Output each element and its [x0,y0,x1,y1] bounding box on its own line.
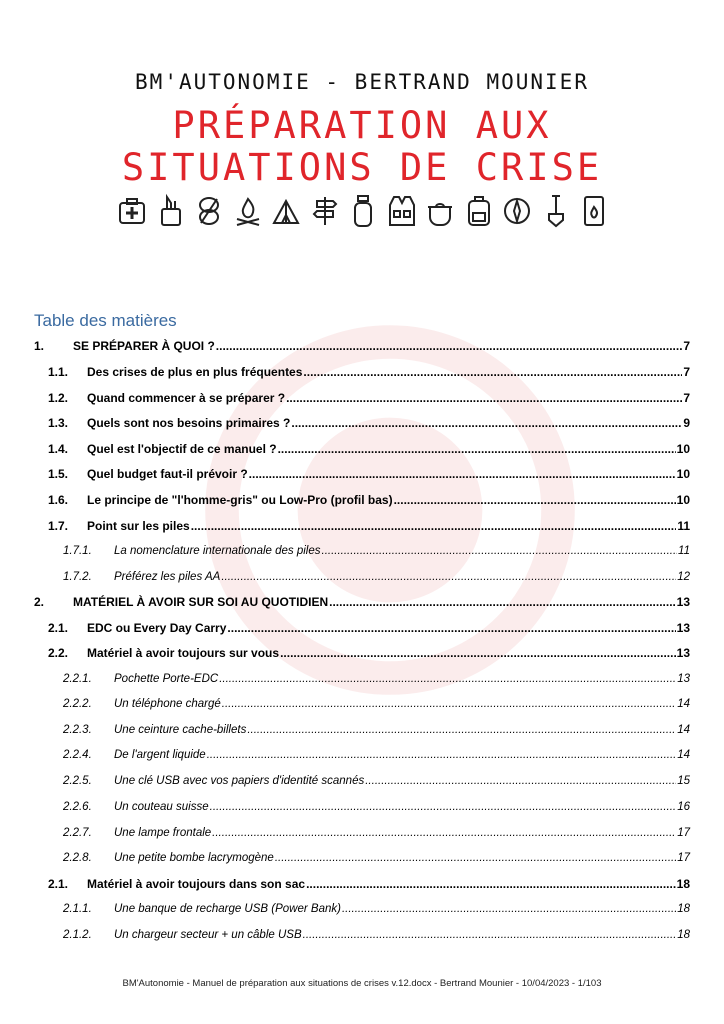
toc-entry[interactable] [34,487,690,507]
toc-leader-dots [303,365,682,379]
toc-leader-dots [303,928,677,942]
toc-page-number: 13 [676,621,690,635]
toc-leader-dots [207,748,677,762]
toc-entry-number: 1.7. [48,519,69,533]
toc-entry[interactable] [34,410,690,430]
toc-entry-number: 2.2.8. [63,852,92,864]
toc-leader-dots [249,467,676,481]
toc-page-number: 18 [677,903,690,915]
tent-icon [272,193,300,229]
toc-page-number: 17 [677,852,690,864]
cooking-pot-icon [426,193,454,229]
toc-entry-title[interactable]: Matériel à avoir toujours dans son sac [87,877,306,891]
toc-leader-dots [286,391,682,405]
toc-page-number: 16 [677,801,690,813]
toc-entry-title[interactable]: Matériel à avoir toujours sur vous [87,646,280,660]
toc-entry-title[interactable]: De l'argent liquide [114,749,206,761]
toc-entry[interactable] [34,615,690,635]
toc-entry[interactable] [34,922,690,942]
toc-entry-number: 1.4. [48,442,69,456]
toc-page-number: 15 [677,775,690,787]
toc-leader-dots [329,595,676,609]
toc-entry-title[interactable]: Une banque de recharge USB (Power Bank) [114,903,341,915]
toc-page-number: 14 [677,698,690,710]
toc-entry-number: 1. [34,339,45,353]
toc-entry[interactable] [34,589,690,609]
toc-entry-number: 2.2.3. [63,724,92,736]
toc-entry-number: 1.6. [48,493,69,507]
toc-page-number: 10 [676,467,690,481]
toc-page-number: 7 [683,391,690,405]
toc-leader-dots [394,493,676,507]
toc-entry-number: 2. [34,595,45,609]
toc-entry-number: 2.1. [48,621,69,635]
toc-entry[interactable] [34,333,690,353]
vest-icon [388,193,416,229]
toc-page-number: 11 [677,519,690,533]
toc-entry[interactable] [34,385,690,405]
toc-leader-dots [227,621,675,635]
toc-page-number: 14 [677,724,690,736]
toc-entry-number: 2.2.6. [63,801,92,813]
toc-entry[interactable] [34,538,690,558]
toc-page-number: 13 [676,595,690,609]
rope-icon [195,193,223,229]
toc-leader-dots [291,416,682,430]
toc-entry[interactable] [34,717,690,737]
toc-leader-dots [322,544,678,558]
knife-tools-icon [157,193,185,229]
toc-page-number: 12 [677,571,690,583]
toc-entry-title[interactable]: Une ceinture cache-billets [114,724,247,736]
toc-entry[interactable] [34,461,690,481]
toc-page-number: 14 [677,749,690,761]
toc-entry[interactable] [34,666,690,686]
toc-entry-number: 2.2.2. [63,698,92,710]
toc-entry-title[interactable]: Quel budget faut-il prévoir ? [87,467,248,481]
toc-entry-number: 1.5. [48,467,69,481]
toc-leader-dots [221,570,676,584]
document-title-line-2: SITUATIONS DE CRISE [121,146,603,189]
toc-entry-number: 2.2.7. [63,827,92,839]
toc-page-number: 7 [683,365,690,379]
toc-entry[interactable] [34,794,690,814]
toc-entry[interactable] [34,896,690,916]
toc-leader-dots [280,646,676,660]
toc-entry[interactable] [34,820,690,840]
toc-heading: Table des matières [34,311,177,330]
toc-entry-title[interactable]: Un téléphone chargé [114,698,221,710]
signpost-icon [311,193,339,229]
toc-entry-title[interactable]: SE PRÉPARER À QUOI ? [73,339,215,353]
toc-entry-title[interactable]: La nomenclature internationale des piles [114,545,321,557]
toc-page-number: 10 [676,493,690,507]
page-footer: BM'Autonomie - Manuel de préparation aux situations de crises v.12.docx - Bertrand Mounier - 10/04/2023 - 1/103 [122,978,602,989]
toc-entry-number: 1.7.1. [63,545,92,557]
toc-page-number: 10 [676,442,690,456]
toc-entry-number: 2.1.2. [63,929,92,941]
toc-leader-dots [212,826,676,840]
matches-icon [580,193,608,229]
toc-page-number: 18 [677,929,690,941]
toc-entry-number: 1.1. [48,365,69,379]
toc-entry-title[interactable]: Un chargeur secteur + un câble USB [114,929,302,941]
toc-entry[interactable] [34,691,690,711]
toc-entry[interactable] [34,742,690,762]
toc-leader-dots [278,442,676,456]
toc-entry-number: 1.3. [48,416,69,430]
toc-entry[interactable] [34,436,690,456]
toc-leader-dots [216,339,683,353]
shovel-icon [542,193,570,229]
toc-leader-dots [222,697,676,711]
backpack-icon [465,193,493,229]
toc-entry-title[interactable]: Quand commencer à se préparer ? [87,391,286,405]
toc-entry[interactable] [34,845,690,865]
toc-entry[interactable] [34,640,690,660]
toc-page-number: 13 [677,673,690,685]
toc-entry-number: 2.1.1. [63,903,92,915]
toc-entry-title[interactable]: Le principe de "l'homme-gris" ou Low-Pro (profil bas) [87,493,393,507]
toc-page-number: 7 [683,339,690,353]
toc-entry-number: 1.7.2. [63,571,92,583]
toc-entry[interactable] [34,871,690,891]
toc-entry[interactable] [34,359,690,379]
toc-entry-title[interactable]: EDC ou Every Day Carry [87,621,227,635]
compass-icon [503,193,531,229]
toc-entry[interactable] [34,564,690,584]
toc-entry[interactable] [34,513,690,533]
campfire-icon [234,193,262,229]
toc-leader-dots [247,723,676,737]
toc-entry-title[interactable]: Pochette Porte-EDC [114,673,219,685]
toc-entry-title[interactable]: Une clé USB avec vos papiers d'identité scannés [114,775,365,787]
toc-entry-number: 2.2. [48,646,69,660]
toc-page-number: 17 [677,827,690,839]
toc-entry-title[interactable]: Une lampe frontale [114,827,212,839]
toc-page-number: 18 [676,877,690,891]
toc-entry-title[interactable]: Quels sont nos besoins primaires ? [87,416,291,430]
toc-leader-dots [275,851,676,865]
toc-entry-title[interactable]: Une petite bombe lacrymogène [114,852,274,864]
toc-leader-dots [342,902,676,916]
toc-leader-dots [191,519,677,533]
toc-entry-title[interactable]: Des crises de plus en plus fréquentes [87,365,303,379]
toc-leader-dots [219,672,676,686]
toc-entry-number: 1.2. [48,391,69,405]
toc-entry-number: 2.2.5. [63,775,92,787]
icon-strip [118,190,608,232]
toc-entry-title[interactable]: Préférez les piles AA [114,571,221,583]
toc-page-number: 11 [678,545,690,557]
toc-leader-dots [210,800,677,814]
toc-entry-title[interactable]: MATÉRIEL À AVOIR SUR SOI AU QUOTIDIEN [73,595,329,609]
toc-page-number: 13 [676,646,690,660]
toc-leader-dots [365,774,676,788]
document-title-line-1: PRÉPARATION AUX [172,104,552,147]
brand-header: BM'AUTONOMIE - BERTRAND MOUNIER [135,70,589,94]
toc-entry-title[interactable]: Point sur les piles [87,519,190,533]
toc-page-number: 9 [683,416,690,430]
toc-entry-number: 2.2.4. [63,749,92,761]
toc-entry-title[interactable]: Un couteau suisse [114,801,209,813]
toc-leader-dots [306,877,676,891]
water-bottle-icon [349,193,377,229]
toc-entry-number: 2.1. [48,877,69,891]
toc-entry-title[interactable]: Quel est l'objectif de ce manuel ? [87,442,277,456]
first-aid-kit-icon [118,193,146,229]
toc-entry-number: 2.2.1. [63,673,92,685]
toc-entry[interactable] [34,768,690,788]
